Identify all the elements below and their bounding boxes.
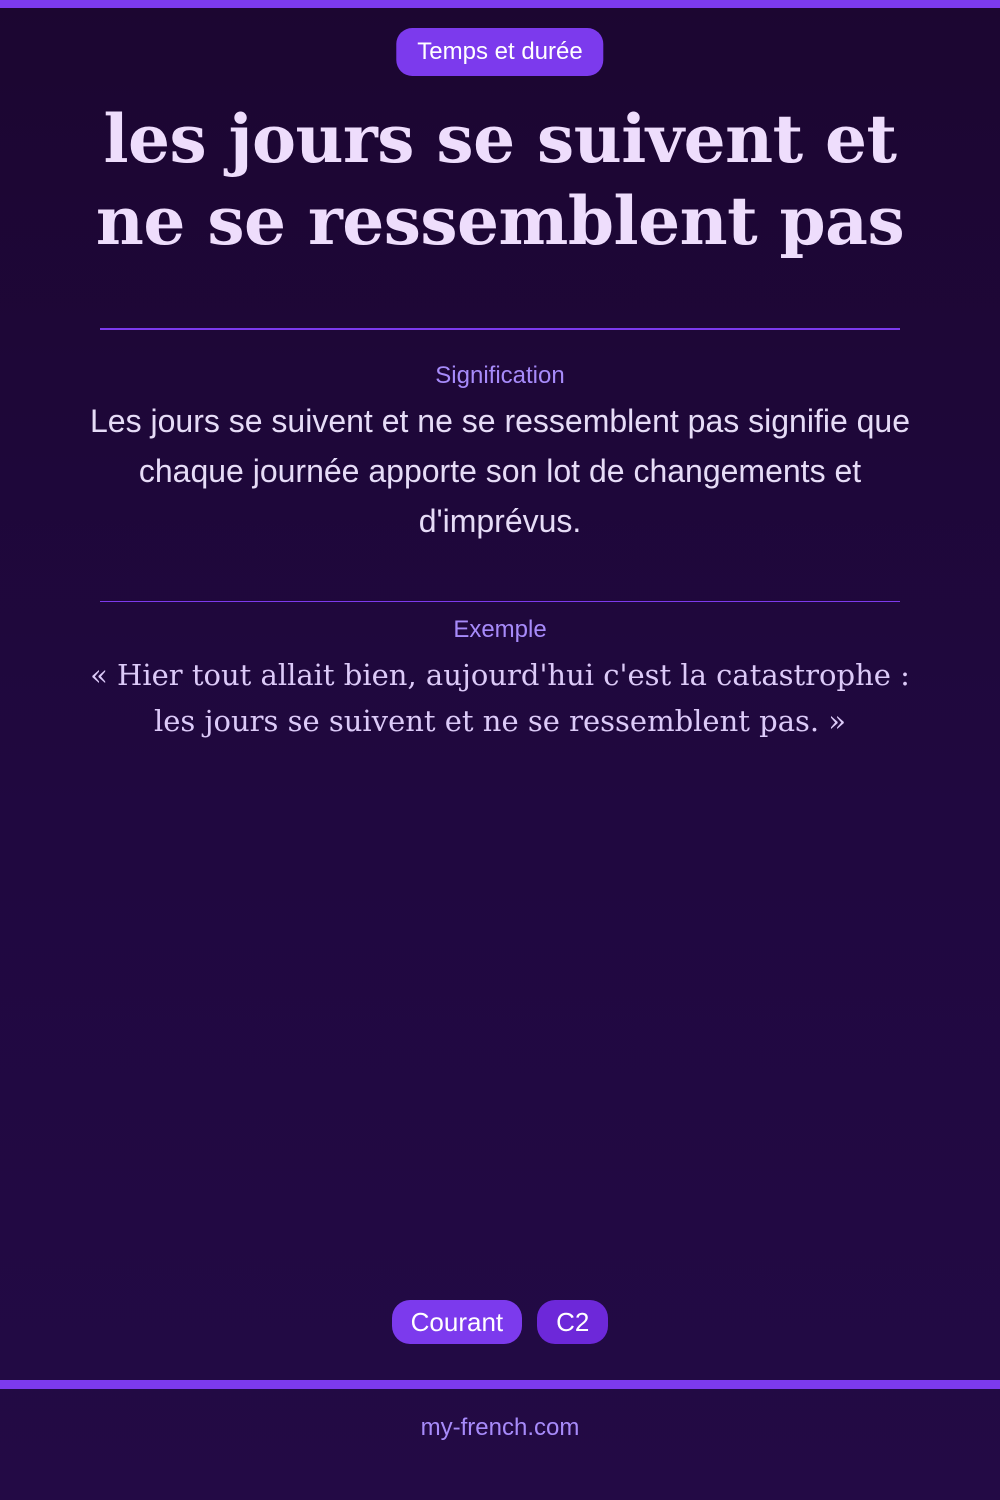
- divider: [100, 328, 900, 330]
- tag-list: [0, 1300, 1000, 1344]
- bottom-accent-bar: [0, 1380, 1000, 1389]
- meaning-text: Les jours se suivent et ne se ressemblent pas signifie que chaque journée apporte son lot de changements et d'imprévus.: [90, 403, 911, 539]
- example-quote: « Hier tout allait bien, aujourd'hui c'est la catastrophe : les jours se suivent et ne se ressemblent pas. »: [90, 658, 910, 738]
- register-tag: Courant: [392, 1300, 523, 1344]
- level-tag: C2: [537, 1300, 608, 1344]
- footer-site-name: my-french.com: [420, 1414, 580, 1441]
- category-badge: Temps et durée: [396, 28, 603, 76]
- meaning-label: Signification: [435, 362, 565, 389]
- expression-title: les jours se suivent et ne se ressemblent pas: [95, 100, 905, 260]
- example-label: Exemple: [453, 616, 547, 643]
- divider: [100, 601, 900, 602]
- top-accent-bar: [0, 0, 1000, 8]
